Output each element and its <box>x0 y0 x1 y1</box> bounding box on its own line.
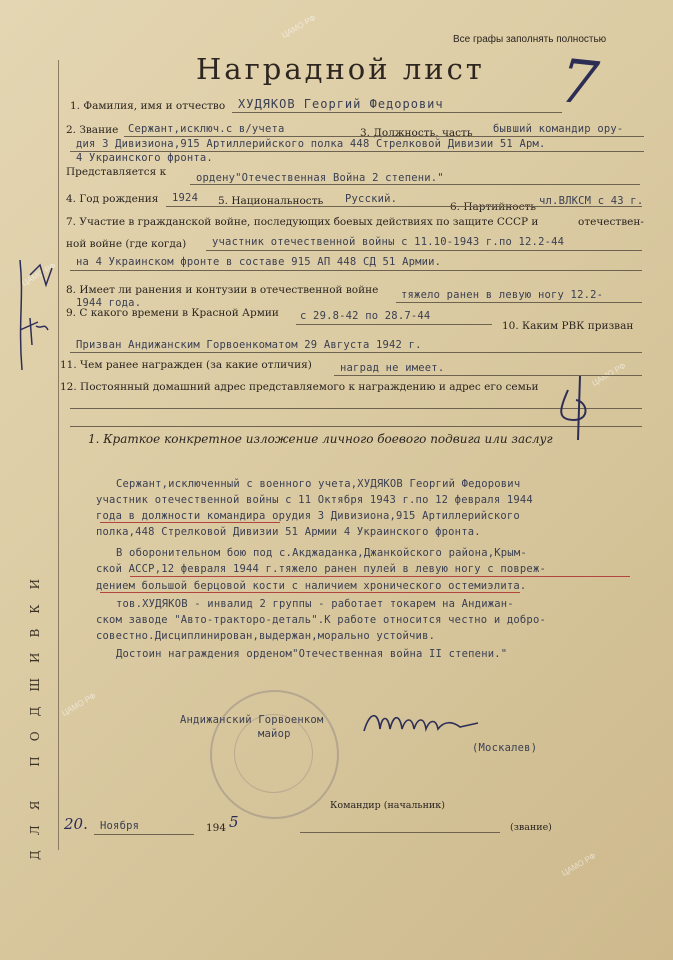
field-12-line-b <box>70 426 642 427</box>
field-7-line-a <box>206 250 642 251</box>
field-10-value: Призван Андижанским Горвоенкоматом 29 Августа 1942 г. <box>76 339 422 351</box>
field-9-value: с 29.8-42 по 28.7-44 <box>300 310 431 322</box>
margin-note-mark <box>20 318 48 345</box>
red-underline <box>100 522 280 523</box>
commander-line <box>300 832 500 833</box>
field-1-label: 1. Фамилия, имя и отчество <box>70 100 226 112</box>
field-7-value-b: на 4 Украинском фронте в составе 915 АП 448 СД 51 Армии. <box>76 256 442 268</box>
field-11-value: наград не имеет. <box>340 362 445 374</box>
body-line: года в должности командира орудия 3 Дивизиона,915 Артиллерийского <box>96 510 520 522</box>
watermark: ЦАМО РФ <box>20 261 58 288</box>
field-4-line <box>166 206 642 207</box>
body-line: дением большой берцовой кости с наличием хронического остемиэлита. <box>96 580 527 592</box>
watermark: ЦАМО РФ <box>60 691 98 718</box>
field-12-label: 12. Постоянный домашний адрес представляемого к награждению и адрес его семьи <box>60 381 539 393</box>
field-10-line <box>70 352 642 353</box>
field-7-label-a: 7. Участие в гражданской войне, последующих боевых действиях по защите СССР и <box>66 216 539 228</box>
body-line: Достоин награждения орденом"Отечественная война II степени." <box>116 648 508 660</box>
margin-line <box>58 60 59 850</box>
section-heading: 1. Краткое конкретное изложение личного боевого подвига или заслуг <box>88 432 553 446</box>
present-line <box>190 184 640 185</box>
body-line: полка,448 Стрелковой Дивизии 51 Армии 4 Украинского фронта. <box>96 526 481 538</box>
body-line: ской АССР,12 февраля 1944 г.тяжело ранен пулей в левую ногу с повреж- <box>96 563 546 575</box>
field-3-line <box>70 151 644 152</box>
field-4-value: 1924 <box>172 192 199 204</box>
body-line: участник отечественной войны с 11 Октября 1943 г.по 12 февраля 1944 <box>96 494 533 506</box>
margin-bracket-mark <box>20 260 22 370</box>
field-2-line <box>124 136 644 137</box>
field-8-value-a: тяжело ранен в левую ногу 12.2- <box>401 289 604 301</box>
field-3-value-a: бывший командир ору- <box>493 123 624 135</box>
signatory-org: Андижанский Горвоенком <box>180 714 324 726</box>
field-11-label: 11. Чем ранее награжден (за какие отличия) <box>60 359 312 371</box>
red-underline <box>100 592 520 593</box>
date-day: 20. <box>64 815 88 833</box>
body-line: Сержант,исключенный с военного учета,ХУДЯКОВ Георгий Федорович <box>116 478 521 490</box>
present-value: ордену"Отечественная Война 2 степени." <box>196 172 444 184</box>
field-8-value-b: 1944 года. <box>76 297 142 309</box>
date-year-handwritten: 5 <box>229 813 239 831</box>
red-underline <box>130 576 630 577</box>
field-8-label: 8. Имеет ли ранения и контузии в отечественной войне <box>66 284 379 296</box>
round-stamp <box>210 690 339 819</box>
present-label: Представляется к <box>66 166 167 178</box>
field-11-line <box>334 375 642 376</box>
field-3-value-b: дия 3 Дивизиона,915 Артиллерийского полка 448 Стрелковой Дивизии 51 Арм. <box>76 138 546 150</box>
field-10-label: 10. Каким РВК призван <box>502 320 634 332</box>
field-7-label-b: отечествен- <box>578 216 644 228</box>
commander-label: Командир (начальник) <box>330 800 445 811</box>
handwritten-number: 7 <box>556 46 602 120</box>
field-12-line-a <box>70 408 642 409</box>
field-5-label: 5. Национальность <box>218 195 324 207</box>
rank-label: (звание) <box>510 822 552 833</box>
signatory-rank: майор <box>258 728 291 740</box>
handwritten-signature <box>360 705 500 745</box>
body-line: совестно.Дисциплинирован,выдержан,морально устойчив. <box>96 630 436 642</box>
field-5-value: Русский. <box>345 193 398 205</box>
field-7-label-c: ной войне (где когда) <box>66 238 187 250</box>
field-1-line <box>232 112 562 113</box>
field-9-line <box>296 324 492 325</box>
date-line <box>94 834 194 835</box>
date-year-printed: 194 <box>206 822 227 834</box>
field-9-label: 9. С какого времени в Красной Армии <box>66 307 279 319</box>
watermark: ЦАМО РФ <box>590 361 628 388</box>
field-3-label: 3. Должность, часть <box>360 127 473 139</box>
body-line: В оборонительном бою под с.Акджаданка,Джанкойского района,Крым- <box>116 547 527 559</box>
body-line: тов.ХУДЯКОВ - инвалид 2 группы - работает токарем на Андижан- <box>116 598 514 610</box>
watermark: ЦАМО РФ <box>560 851 598 878</box>
field-2-label: 2. Звание <box>66 124 119 136</box>
field-2-value: Сержант,исключ.с в/учета <box>128 123 285 135</box>
fill-all-fields-hint: Все графы заполнять полностью <box>453 34 607 45</box>
margin-binding-text: ДЛЯ ПОДШИВКИ <box>28 563 42 860</box>
field-3-value-c: 4 Украинского фронта. <box>76 152 213 164</box>
field-1-value: ХУДЯКОВ Георгий Федорович <box>238 97 444 111</box>
field-7-value-a: участник отечественной войны с 11.10-1943 г.по 12.2-44 <box>212 236 565 248</box>
signatory-name: (Москалев) <box>472 742 538 754</box>
date-month: Ноября <box>100 820 140 832</box>
body-line: ском заводе "Авто-тракторо-деталь".К работе относится честно и добро- <box>96 614 546 626</box>
field-4-label: 4. Год рождения <box>66 193 159 205</box>
field-6-value: чл.ВЛКСМ с 43 г. <box>539 195 644 207</box>
field-6-label: 6. Партийность <box>450 201 537 213</box>
document-title: Наградной лист <box>196 52 485 86</box>
watermark: ЦАМО РФ <box>280 13 318 40</box>
field-8-line <box>396 302 642 303</box>
field-7-line-b <box>70 270 642 271</box>
